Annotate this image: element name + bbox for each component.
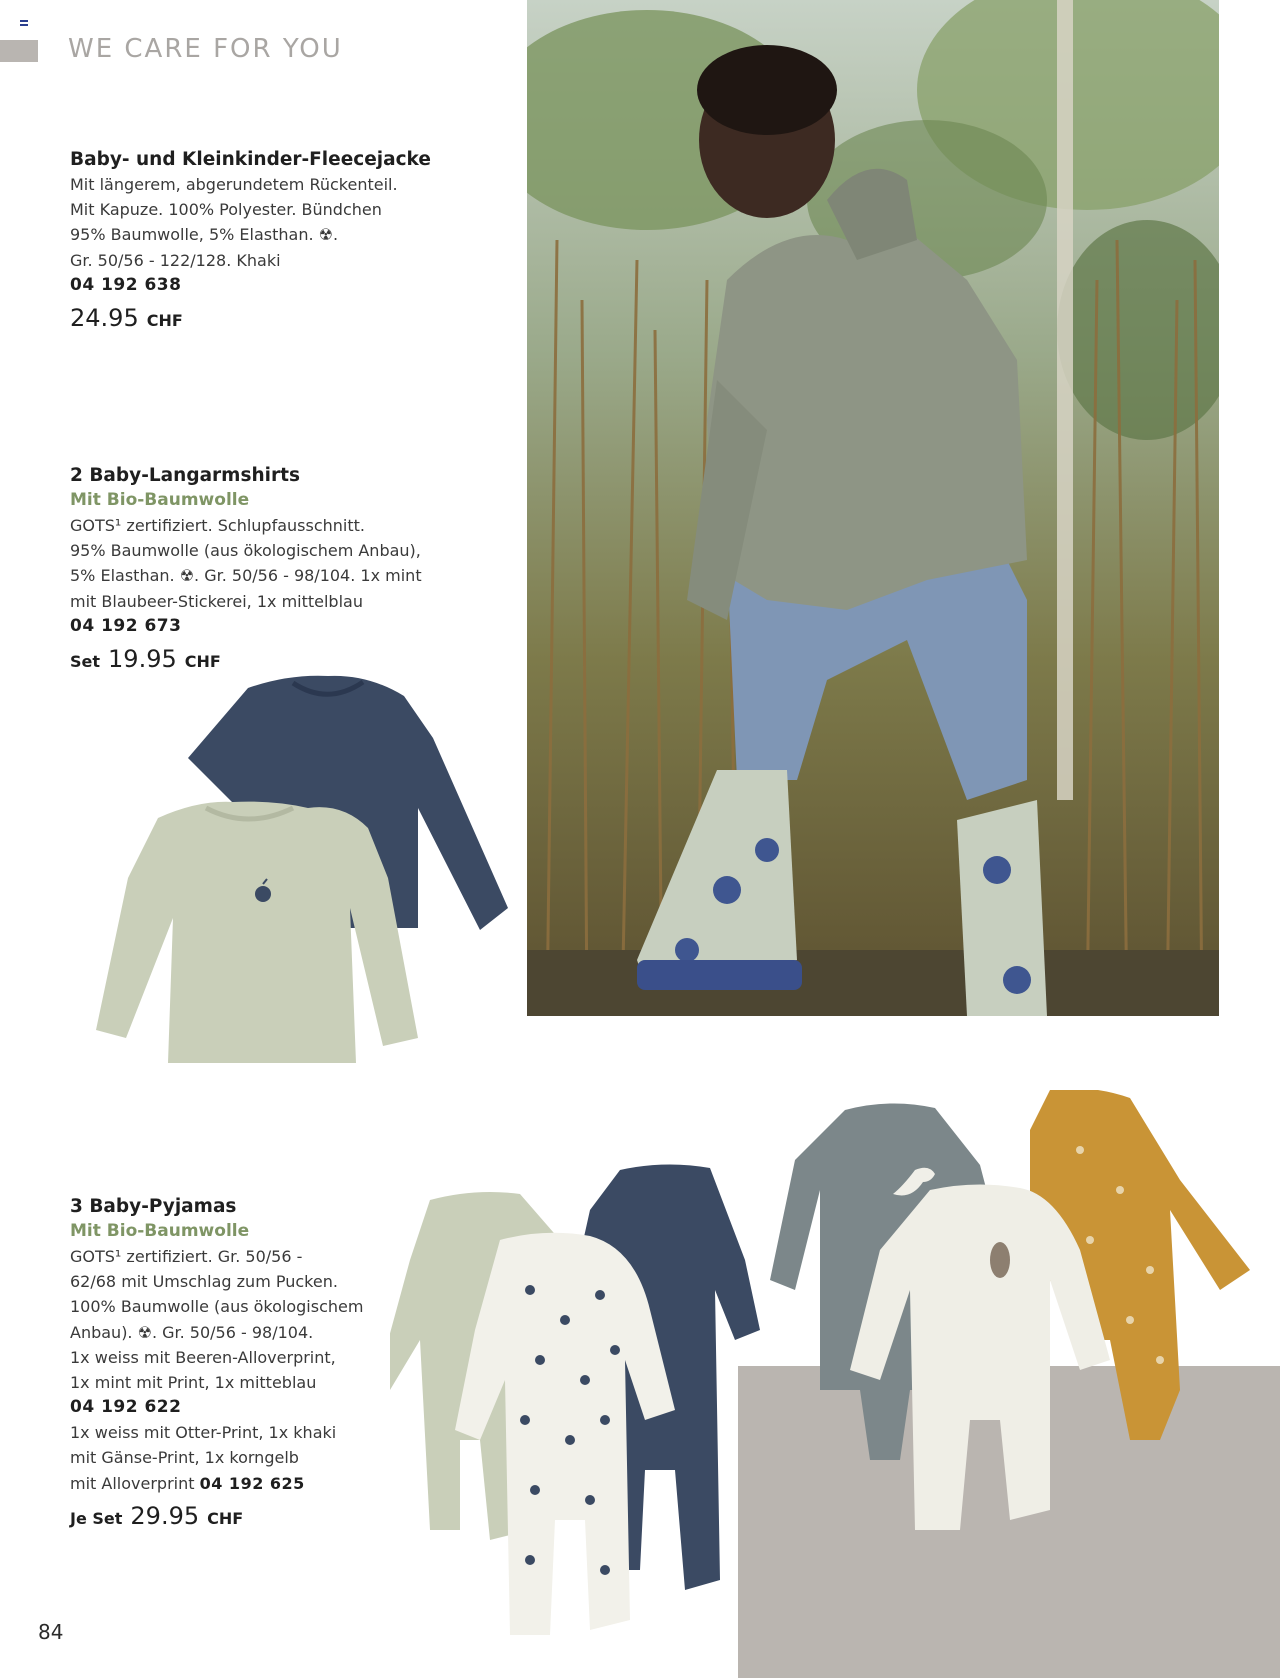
section-title: WE CARE FOR YOU bbox=[68, 34, 343, 64]
desc-line: Anbau). ☢. Gr. 50/56 - 98/104. bbox=[70, 1322, 314, 1342]
article-number: 04 192 673 bbox=[70, 615, 182, 636]
desc-line: 95% Baumwolle (aus ökologischem Anbau), bbox=[70, 541, 421, 561]
menu-icon[interactable] bbox=[20, 20, 28, 28]
article-number: 04 192 622 bbox=[70, 1397, 182, 1418]
price-prefix: Je Set bbox=[70, 1508, 123, 1528]
desc-line: GOTS¹ zertifiziert. Schlupfausschnitt. bbox=[70, 516, 365, 535]
desc-line: mit Gänse-Print, 1x korngelb bbox=[70, 1448, 299, 1468]
mint-shirt bbox=[96, 802, 418, 1063]
desc-line: 62/68 mit Umschlag zum Pucken. bbox=[70, 1272, 338, 1292]
desc-line: Gr. 50/56 - 122/128. Khaki bbox=[70, 250, 281, 270]
product-subtitle: Mit Bio-Baumwolle bbox=[70, 1221, 250, 1241]
price-currency: CHF bbox=[184, 651, 221, 671]
otter-icon bbox=[990, 1242, 1010, 1278]
product-title: 3 Baby-Pyjamas bbox=[70, 1196, 237, 1217]
price-value: 29.95 bbox=[130, 1501, 200, 1530]
article-number: 04 192 638 bbox=[70, 274, 182, 295]
pyjamas-image bbox=[390, 1090, 1250, 1678]
desc-line-prefix: mit Alloverprint bbox=[70, 1473, 195, 1493]
product-description bbox=[70, 172, 470, 273]
product-photo bbox=[527, 0, 1219, 1016]
desc-line: 1x weiss mit Otter-Print, 1x khaki bbox=[70, 1423, 337, 1443]
product-title: 2 Baby-Langarmshirts bbox=[70, 465, 300, 486]
product-fleecejacke bbox=[70, 147, 470, 332]
product-description bbox=[70, 513, 470, 614]
desc-line: 100% Baumwolle (aus ökologischem bbox=[70, 1297, 364, 1317]
desc-line: Mit Kapuze. 100% Polyester. Bündchen bbox=[70, 200, 382, 220]
page-number: 84 bbox=[38, 1620, 64, 1644]
desc-line: 5% Elasthan. ☢. Gr. 50/56 - 98/104. 1x mint bbox=[70, 566, 422, 586]
desc-line: 1x weiss mit Beeren-Alloverprint, bbox=[70, 1347, 336, 1367]
desc-line: 95% Baumwolle, 5% Elasthan. ☢. bbox=[70, 225, 339, 245]
price bbox=[70, 304, 470, 332]
product-subtitle: Mit Bio-Baumwolle bbox=[70, 490, 250, 510]
product-title: Baby- und Kleinkinder-Fleecejacke bbox=[70, 149, 431, 170]
section-marker bbox=[0, 40, 38, 62]
price-currency: CHF bbox=[146, 310, 183, 330]
price-currency: CHF bbox=[207, 1508, 244, 1528]
desc-line: mit Blaubeer-Stickerei, 1x mittelblau bbox=[70, 591, 363, 611]
price-value: 24.95 bbox=[70, 303, 139, 332]
price-prefix: Set bbox=[70, 651, 101, 671]
blueberry-icon bbox=[255, 886, 271, 902]
desc-line: Mit längerem, abgerundetem Rückenteil. bbox=[70, 175, 398, 194]
longsleeve-shirts-image bbox=[88, 668, 508, 1078]
price-value: 19.95 bbox=[108, 644, 177, 673]
desc-line: GOTS¹ zertifiziert. Gr. 50/56 - bbox=[70, 1247, 303, 1266]
article-number: 04 192 625 bbox=[199, 1473, 305, 1493]
product-langarmshirts bbox=[70, 463, 470, 673]
desc-line: 1x mint mit Print, 1x mitteblau bbox=[70, 1373, 317, 1393]
